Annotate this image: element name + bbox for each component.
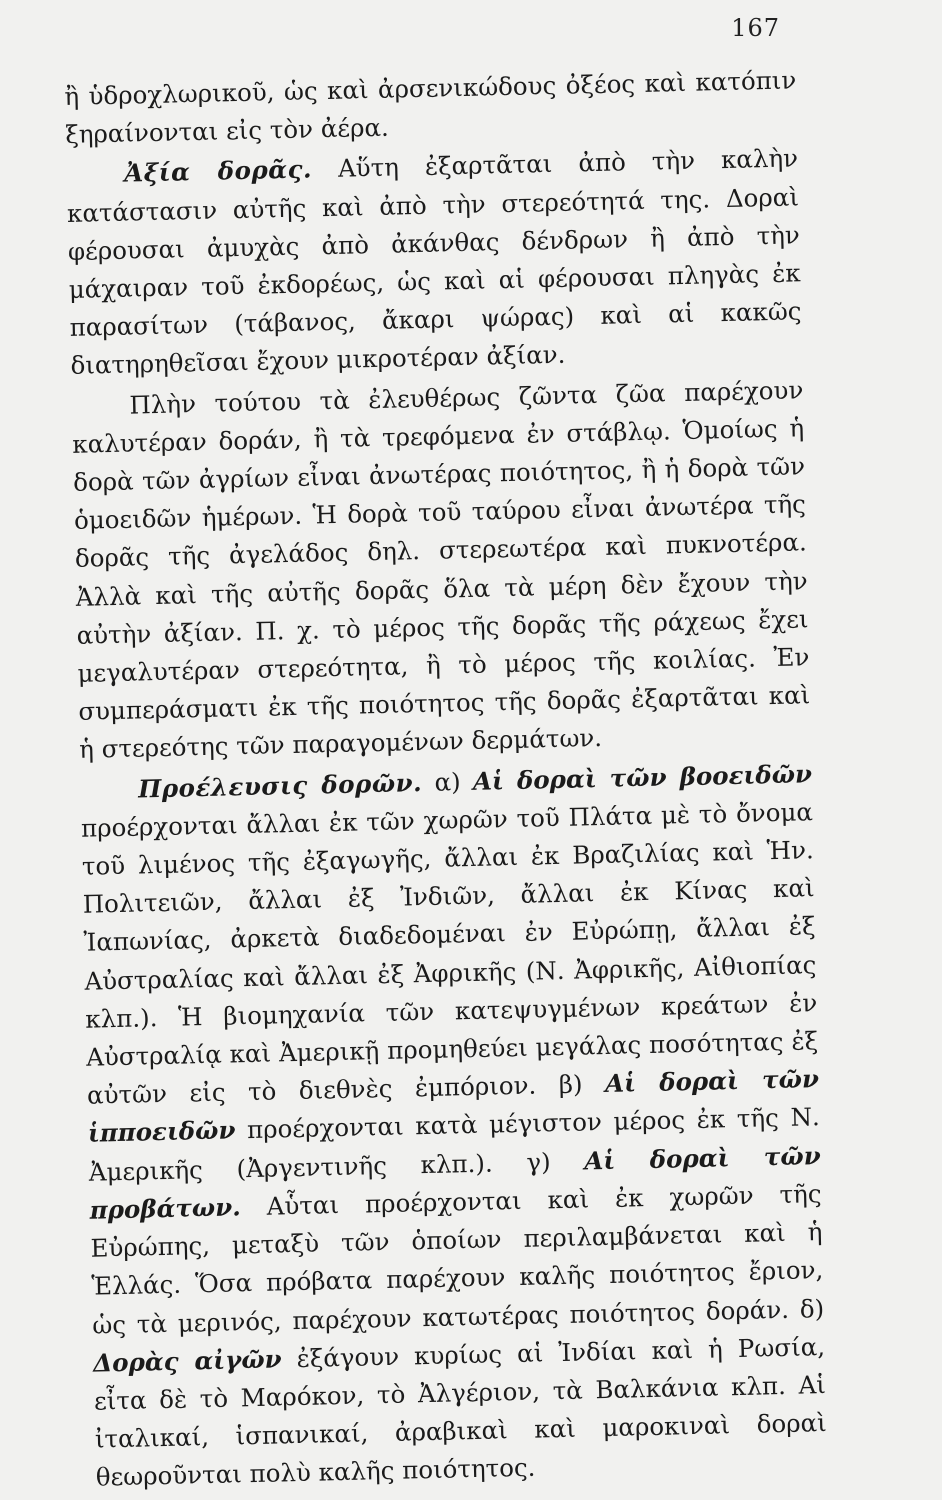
- origin-part-a-heading: Αἱ δοραὶ τῶν βοοειδῶν: [472, 758, 813, 796]
- continuation-paragraph: ἢ ὑδροχλωρικοῦ, ὡς καὶ ἀρσενικώδους ὀξέος καὶ κατόπιν ξηραίνονται εἰς τὸν ἀέρα.: [64, 65, 797, 150]
- origin-heading: Προέλευσις δορῶν.: [137, 767, 423, 804]
- origin-part-d-label: δ): [788, 1293, 825, 1324]
- origin-part-b-label: β): [535, 1069, 606, 1100]
- value-paragraph: [66, 140, 803, 386]
- origin-part-d-heading: Δορὰς αἰγῶν: [92, 1344, 282, 1378]
- origin-part-c-text: Αὗται προέρχονται καὶ ἐκ χωρῶν τῆς Εὐρώπης, μεταξὺ τῶν ὁποίων περιλαμβάνεται καὶ ἡ Ἑλλάς. Ὅσα πρόβατα παρέχουν καλῆς ποιότητος ἔριον, ὡς τὰ μερινός, παρέχουν κατωτέρας ποιότητος δοράν.: [90, 1178, 824, 1340]
- origin-part-b-heading: Αἱ δοραὶ τῶν ἱπποειδῶν: [87, 1064, 820, 1149]
- page-body: [64, 61, 828, 1497]
- quality-paragraph: Πλὴν τούτου τὰ ἐλευθέρως ζῶντα ζῶα παρέχουν καλυτέραν δοράν, ἢ τὰ τρεφόμενα ἐν στάβλῳ. Ὁμοίως ἡ δορὰ τῶν ἀγρίων εἶναι ἀνωτέρας ποιότητος, ἢ ἡ δορὰ τῶν ὁμοειδῶν ἡμέρων. Ἡ δορὰ τοῦ ταύρου εἶναι ἀνωτέρα τῆς δορᾶς τῆς ἀγελάδος δηλ. στερεωτέρα καὶ πυκνοτέρα. Ἀλλὰ καὶ τῆς αὐτῆς δορᾶς ὅλα τὰ μέρη δὲν ἔχουν τὴν αὐτὴν ἀξίαν. Π. χ. τὸ μέρος τῆς δορᾶς τῆς ράχεως ἔχει μεγαλυτέραν στερεότητα, ἢ τὸ μέρος τῆς κοιλίας. Ἐν συμπεράσματι ἐκ τῆς ποιότητος τῆς δορᾶς ἐξαρτᾶται καὶ ἡ στερεότης τῶν παραγομένων δερμάτων.: [71, 374, 811, 765]
- origin-part-c-heading: Αἱ δοραὶ τῶν προβάτων.: [89, 1140, 821, 1225]
- origin-part-d-text: ἐξάγουν κυρίως αἱ Ἰνδίαι καὶ ἡ Ρωσία, εἶτα δὲ τὸ Μαρόκον, τὸ Ἀλγέριον, τὰ Βαλκάνια κλπ. Αἱ ἰταλικαί, ἱσπανικαί, ἀραβικαὶ καὶ μαροκιναὶ δοραὶ θεωροῦνται πολὺ καλῆς ποιότητος.: [93, 1331, 828, 1492]
- page-number: 167: [731, 14, 780, 42]
- origin-part-a-text: προέρχονται ἄλλαι ἐκ τῶν χωρῶν τοῦ Πλάτα μὲ τὸ ὄνομα τοῦ λιμένος τῆς ἐξαγωγῆς, ἄλλαι ἐκ Βραζιλίας καὶ Ἡν. Πολιτειῶν, ἄλλαι ἐξ Ἰνδιῶν, ἄλλαι ἐκ Κίνας καὶ Ἰαπωνίας, ἀρκετὰ διαδεδομέναι ἐν Εὐρώπῃ, ἄλλαι ἐξ Αὐστραλίας καὶ ἄλλαι ἐξ Ἀφρικῆς (Ν. Ἀφρικῆς, Αἰθιοπίας κλπ.). Ἡ βιομηχανία τῶν κατεψυγμένων κρεάτων ἐν Αὐστραλίᾳ καὶ Ἀμερικῇ προμηθεύει μεγάλας ποσότητας ἐξ αὐτῶν εἰς τὸ διεθνὲς ἐμπόριον.: [80, 797, 819, 1111]
- value-text: Αὕτη ἐξαρτᾶται ἀπὸ τὴν καλὴν κατάστασιν αὐτῆς καὶ ἀπὸ τὴν στερεότητά της. Δοραὶ φέρουσαι ἀμυχὰς ἀπὸ ἀκάνθας δένδρων ἢ ἀπὸ τὴν μάχαιραν τοῦ ἐκδορέως, ὡς καὶ αἱ φέρουσαι πληγὰς ἐκ παρασίτων (τάβανος, ἄκαρι ψώρας) καὶ αἱ κακῶς διατηρηθεῖσαι ἔχουν μικροτέραν ἀξίαν.: [66, 143, 802, 381]
- origin-part-b-text: προέρχονται κατὰ μέγιστον μέρος ἐκ τῆς Ν. Ἀμερικῆς (Ἀργεντινῆς κλπ.).: [88, 1102, 821, 1187]
- origin-part-a-label: α): [421, 766, 474, 797]
- origin-part-c-label: γ): [492, 1146, 585, 1178]
- value-heading: Ἀξία δορᾶς.: [123, 154, 313, 189]
- origin-paragraph: [80, 755, 828, 1497]
